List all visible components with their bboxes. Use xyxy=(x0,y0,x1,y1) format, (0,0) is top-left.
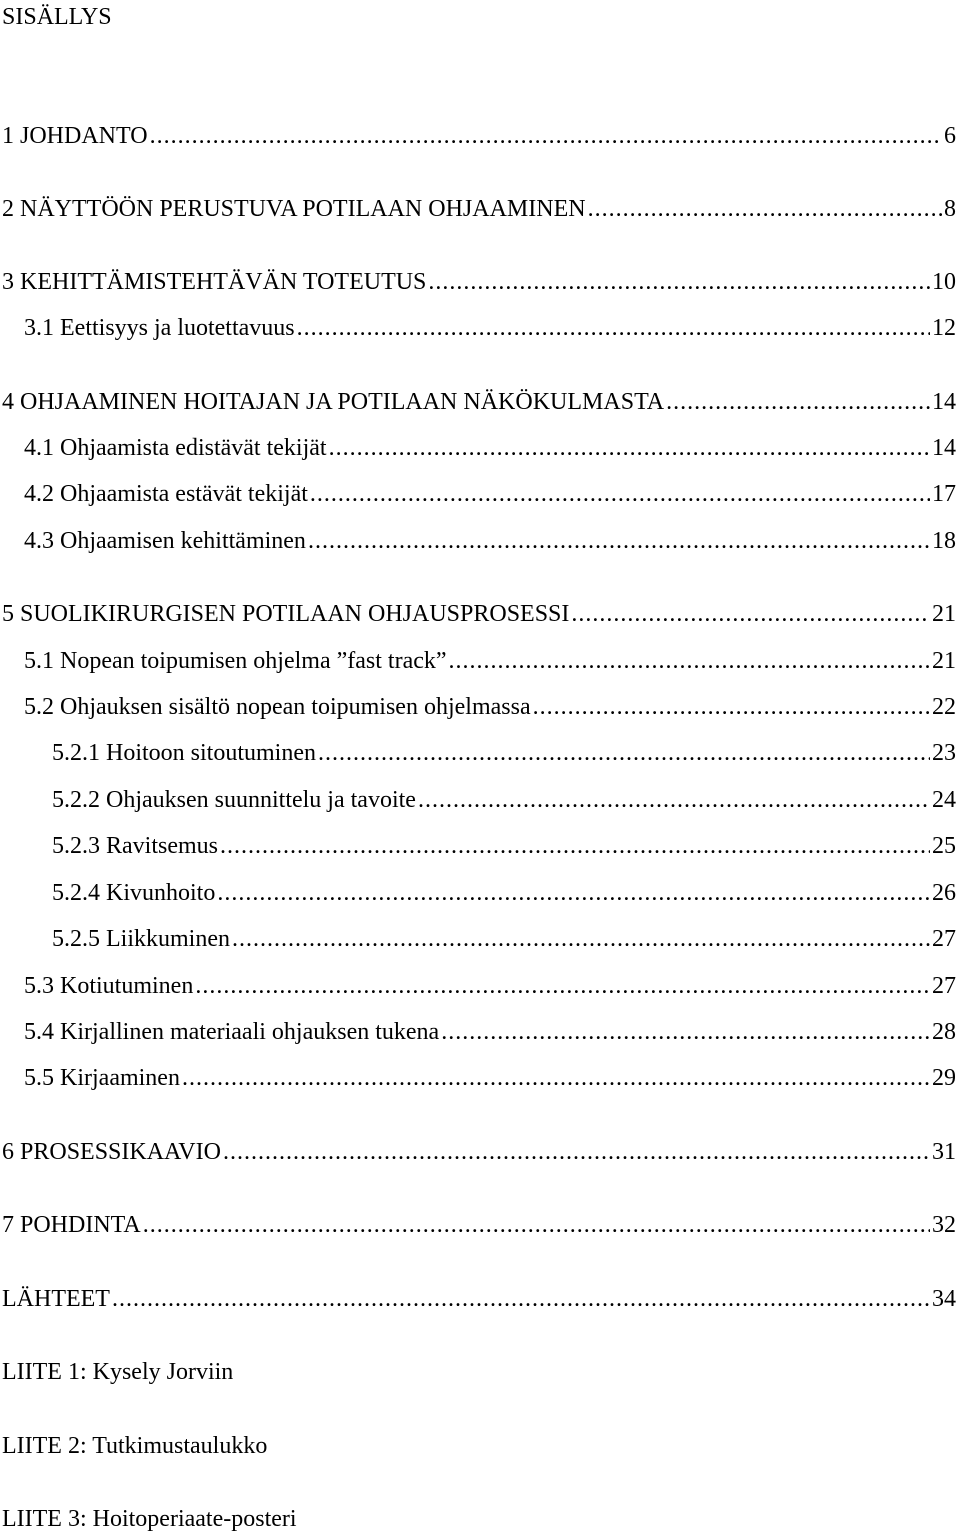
toc-entry-sources[interactable] xyxy=(2,1284,956,1314)
toc-entry-label: 4.3 Ohjaamisen kehittäminen xyxy=(24,528,306,554)
toc-entry-5-2-5[interactable] xyxy=(52,924,956,954)
toc-entry-label: 3 KEHITTÄMISTEHTÄVÄN TOTEUTUS xyxy=(2,269,427,295)
toc-entry-label: 5 SUOLIKIRURGISEN POTILAAN OHJAUSPROSESSI xyxy=(2,601,570,627)
leader-dots xyxy=(143,1210,930,1240)
toc-entry-page: 26 xyxy=(932,880,956,906)
toc-entry-6[interactable] xyxy=(2,1137,956,1167)
toc-entry-page: 25 xyxy=(932,833,956,859)
toc-entry-3[interactable] xyxy=(2,267,956,297)
leader-dots xyxy=(308,526,930,556)
toc-entry-3-1[interactable] xyxy=(24,313,956,343)
toc-entry-label: 4 OHJAAMINEN HOITAJAN JA POTILAAN NÄKÖKULMASTA xyxy=(2,389,665,415)
toc-entry-label: 5.4 Kirjallinen materiaali ohjauksen tukena xyxy=(24,1019,440,1045)
toc-entry-label: 4.2 Ohjaamista estävät tekijät xyxy=(24,481,308,507)
leader-dots xyxy=(571,599,930,629)
leader-dots xyxy=(220,831,930,861)
toc-entry-5-2[interactable] xyxy=(24,692,956,722)
toc-entry-page: 24 xyxy=(932,787,956,813)
toc-entry-page: 14 xyxy=(932,435,956,461)
toc-entry-5[interactable] xyxy=(2,599,956,629)
toc-entry-5-2-1[interactable] xyxy=(52,738,956,768)
toc-entry-label: LÄHTEET xyxy=(2,1286,110,1312)
toc-entry-page: 14 xyxy=(932,389,956,415)
leader-dots xyxy=(588,194,942,224)
toc-entry-label: 5.2.3 Ravitsemus xyxy=(52,833,218,859)
toc-entry-label: 3.1 Eettisyys ja luotettavuus xyxy=(24,315,295,341)
toc-entry-4[interactable] xyxy=(2,387,956,417)
leader-dots xyxy=(232,924,930,954)
toc-entry-2[interactable] xyxy=(2,194,956,224)
toc-entry-label: 5.2.1 Hoitoon sitoutuminen xyxy=(52,740,316,766)
toc-entry-page: 31 xyxy=(932,1139,956,1165)
toc-entry-4-1[interactable] xyxy=(24,433,956,463)
toc-entry-page: 8 xyxy=(944,196,956,222)
appendix-2[interactable]: LIITE 2: Tutkimustaulukko xyxy=(2,1433,268,1459)
leader-dots xyxy=(182,1063,930,1093)
leader-dots xyxy=(217,878,930,908)
toc-entry-7[interactable] xyxy=(2,1210,956,1240)
toc-entry-label: 7 POHDINTA xyxy=(2,1212,141,1238)
leader-dots xyxy=(318,738,930,768)
leader-dots xyxy=(195,971,930,1001)
leader-dots xyxy=(297,313,930,343)
toc-entry-label: 2 NÄYTTÖÖN PERUSTUVA POTILAAN OHJAAMINEN xyxy=(2,196,586,222)
leader-dots xyxy=(441,1017,930,1047)
toc-entry-page: 23 xyxy=(932,740,956,766)
toc-entry-5-4[interactable] xyxy=(24,1017,956,1047)
appendix-1[interactable]: LIITE 1: Kysely Jorviin xyxy=(2,1359,234,1385)
toc-entry-label: 1 JOHDANTO xyxy=(2,123,148,149)
toc-entry-label: 5.2 Ohjauksen sisältö nopean toipumisen ohjelmassa xyxy=(24,694,531,720)
leader-dots xyxy=(449,646,930,676)
toc-entry-5-5[interactable] xyxy=(24,1063,956,1093)
toc-entry-5-2-4[interactable] xyxy=(52,878,956,908)
toc-entry-5-2-2[interactable] xyxy=(52,785,956,815)
toc-entry-1[interactable] xyxy=(2,121,956,151)
toc-entry-page: 21 xyxy=(932,601,956,627)
toc-entry-page: 27 xyxy=(932,973,956,999)
toc-entry-label: 5.5 Kirjaaminen xyxy=(24,1065,180,1091)
leader-dots xyxy=(223,1137,930,1167)
leader-dots xyxy=(329,433,930,463)
toc-entry-page: 10 xyxy=(932,269,956,295)
leader-dots xyxy=(310,479,930,509)
toc-entry-label: 5.1 Nopean toipumisen ohjelma ”fast track” xyxy=(24,648,447,674)
toc-entry-5-1[interactable] xyxy=(24,646,956,676)
toc-entry-page: 18 xyxy=(932,528,956,554)
appendix-3[interactable]: LIITE 3: Hoitoperiaate-posteri xyxy=(2,1506,297,1532)
toc-entry-page: 17 xyxy=(932,481,956,507)
toc-entry-page: 32 xyxy=(932,1212,956,1238)
toc-entry-label: 6 PROSESSIKAAVIO xyxy=(2,1139,221,1165)
leader-dots xyxy=(666,387,930,417)
toc-entry-label: 5.2.5 Liikkuminen xyxy=(52,926,230,952)
leader-dots xyxy=(533,692,930,722)
toc-entry-page: 27 xyxy=(932,926,956,952)
leader-dots xyxy=(112,1284,930,1314)
toc-entry-label: 4.1 Ohjaamista edistävät tekijät xyxy=(24,435,327,461)
toc-entry-5-2-3[interactable] xyxy=(52,831,956,861)
toc-entry-page: 22 xyxy=(932,694,956,720)
toc-entry-page: 6 xyxy=(944,123,956,149)
toc-entry-page: 28 xyxy=(932,1019,956,1045)
toc-entry-4-3[interactable] xyxy=(24,526,956,556)
toc-entry-4-2[interactable] xyxy=(24,479,956,509)
toc-entry-label: 5.2.4 Kivunhoito xyxy=(52,880,216,906)
toc-entry-5-3[interactable] xyxy=(24,971,956,1001)
toc-entry-label: 5.3 Kotiutuminen xyxy=(24,973,194,999)
toc-entry-page: 21 xyxy=(932,648,956,674)
toc-entry-page: 34 xyxy=(932,1286,956,1312)
toc-entry-page: 29 xyxy=(932,1065,956,1091)
toc-title: SISÄLLYS xyxy=(2,4,112,30)
leader-dots xyxy=(150,121,942,151)
leader-dots xyxy=(418,785,930,815)
toc-entry-label: 5.2.2 Ohjauksen suunnittelu ja tavoite xyxy=(52,787,416,813)
leader-dots xyxy=(428,267,930,297)
toc-entry-page: 12 xyxy=(932,315,956,341)
